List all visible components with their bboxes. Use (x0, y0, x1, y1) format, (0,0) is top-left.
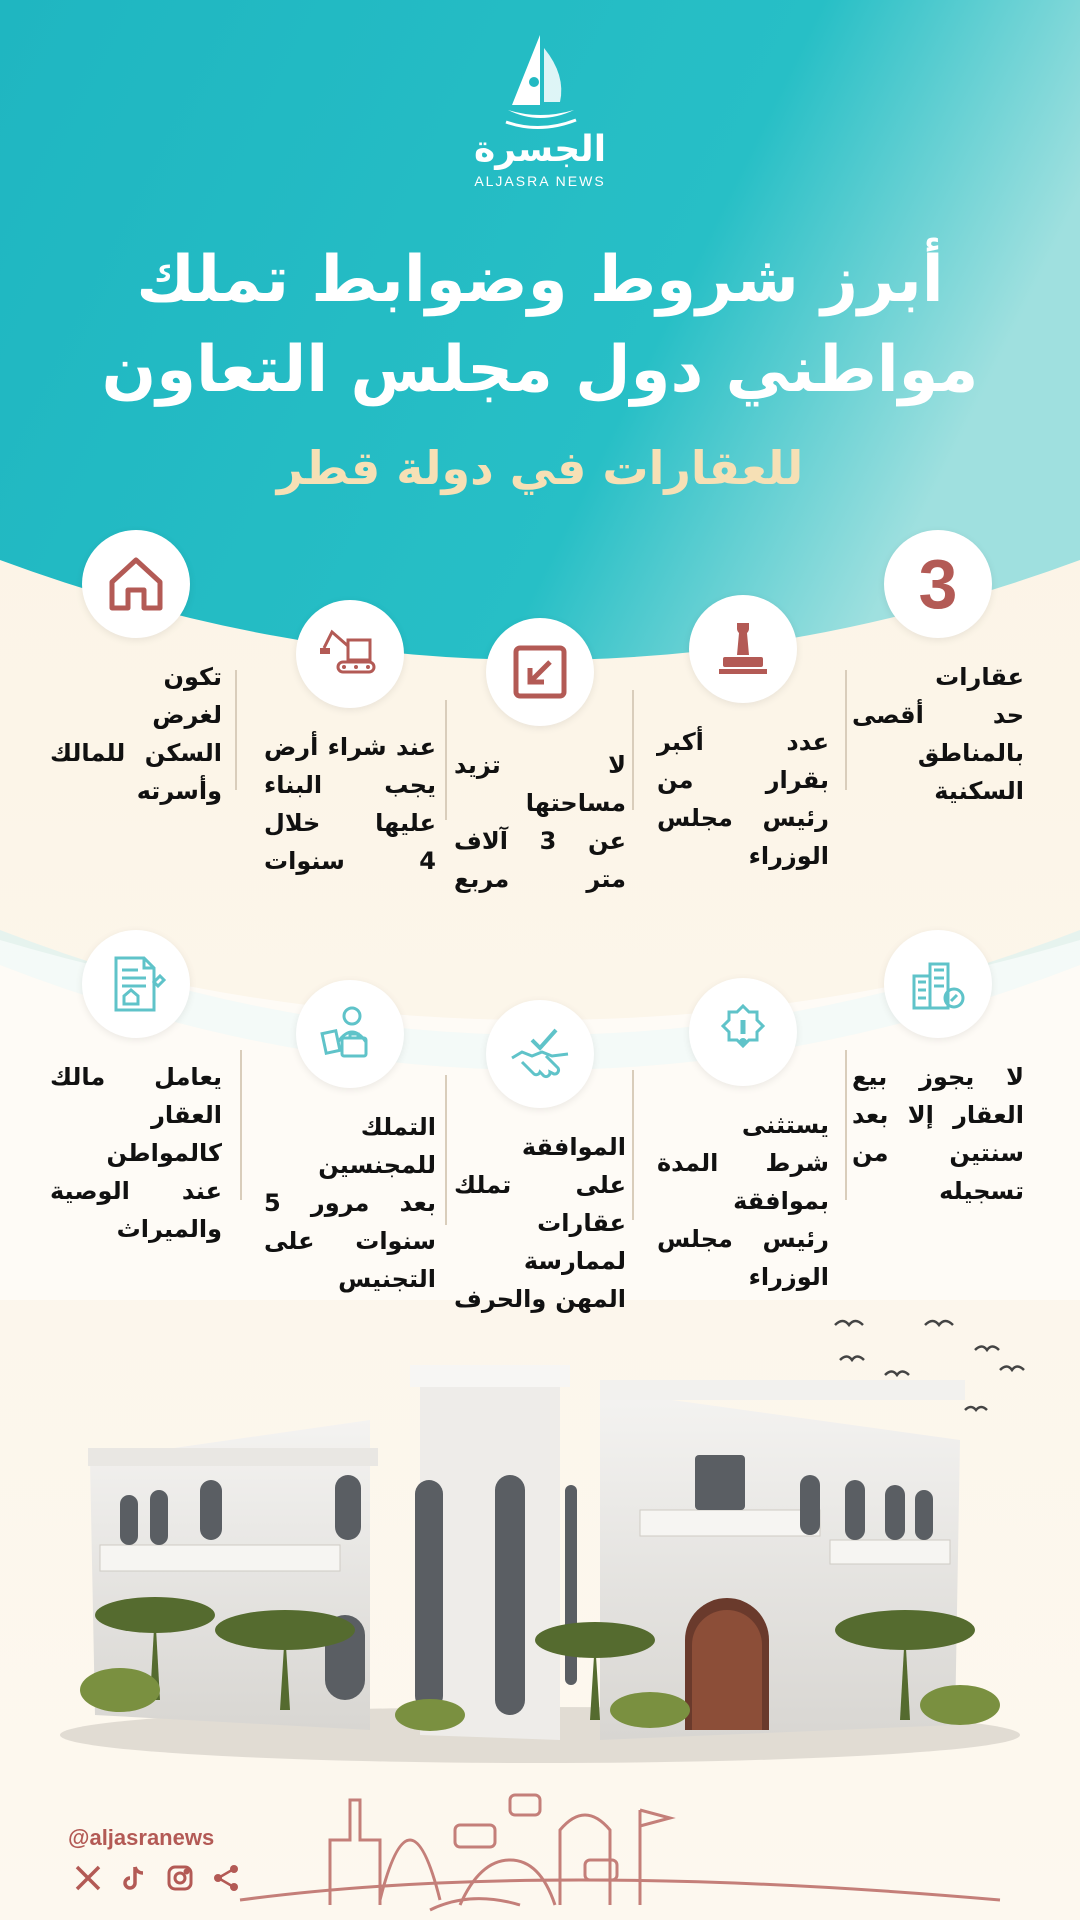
rule-item-naturalized-ownership (250, 980, 450, 1298)
brand-name-english: ALJASRA NEWS (474, 173, 606, 189)
rule-item-max-properties (838, 530, 1038, 810)
number-3-badge (884, 530, 992, 638)
headline-line-2: مواطني دول مجلس التعاون (101, 333, 979, 407)
rule-text: عقارات حد أقصى بالمناطق السكنية (852, 663, 1024, 805)
rule-item-more-by-decision (643, 595, 843, 875)
rule-item-build-within-4-years (250, 600, 450, 880)
excavator-icon (296, 600, 404, 708)
social-links (70, 1860, 270, 1900)
brand-name-arabic: الجسرة (473, 129, 607, 170)
divider (240, 1050, 242, 1200)
rule-text: تكون لغرض السكن للمالك وأسرته (50, 663, 222, 805)
divider (445, 1075, 447, 1225)
brand-logo (440, 30, 640, 205)
rule-item-residential-purpose (36, 530, 236, 810)
stamp-icon (689, 595, 797, 703)
divider (845, 670, 847, 790)
rule-text: يستثنى شرط المدة بموافقة رئيس مجلس الوزراء (657, 1111, 829, 1291)
rule-item-max-area (440, 618, 640, 898)
headline-line-1: أبرز شروط وضوابط تملك (136, 243, 944, 317)
home-icon (82, 530, 190, 638)
share-icon[interactable] (208, 1860, 244, 1896)
rule-item-professions-approval (440, 1000, 640, 1318)
rule-text: عند شراء أرض يجب البناء عليها خلال 4 سنوات (264, 733, 436, 875)
alert-badge-icon (689, 978, 797, 1086)
divider (235, 670, 237, 790)
area-expand-icon (486, 618, 594, 726)
divider (632, 690, 634, 810)
rule-item-sale-after-2-years (838, 930, 1038, 1210)
rule-text: التملك للمجنسين بعد مرور 5 سنوات على التجنيس (264, 1113, 436, 1293)
tiktok-icon[interactable] (116, 1860, 152, 1896)
rule-text: لا تزيد مساحتها عن 3 آلاف متر مربع (454, 751, 626, 893)
max-properties-number: 3 (918, 545, 958, 623)
rule-item-inheritance (36, 930, 236, 1248)
document-house-icon (82, 930, 190, 1038)
social-handle[interactable]: @aljasranews (68, 1825, 215, 1850)
divider (445, 700, 447, 820)
instagram-icon[interactable] (162, 1860, 198, 1896)
person-briefcase-icon (296, 980, 404, 1088)
headline-subtitle: للعقارات في دولة قطر (276, 441, 804, 495)
rule-text: عدد أكبر بقرار من رئيس مجلس الوزراء (657, 728, 829, 870)
x-icon[interactable] (70, 1860, 106, 1896)
sailboat-logo-icon (500, 30, 580, 130)
rule-text: لا يجوز بيع العقار إلا بعد سنتين من تسجيله (852, 1063, 1024, 1205)
buildings-icon (884, 930, 992, 1038)
rule-item-exception-by-decision (643, 978, 843, 1296)
rule-text: الموافقة على تملك عقارات لممارسة المهن والحرف (454, 1133, 626, 1313)
divider (845, 1050, 847, 1200)
rule-text: يعامل مالك العقار كالمواطن عند الوصية والميراث (50, 1063, 222, 1243)
handshake-icon (486, 1000, 594, 1108)
divider (632, 1070, 634, 1220)
